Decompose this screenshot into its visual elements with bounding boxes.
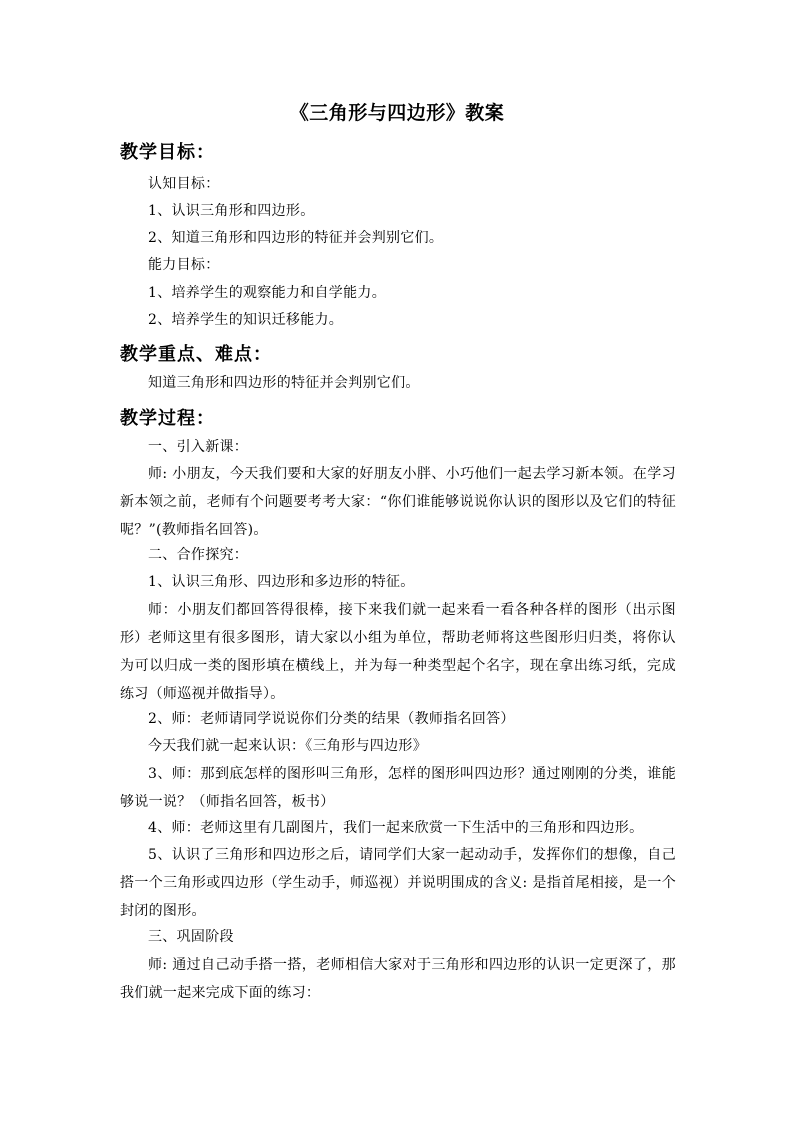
paragraph: 二、合作探究： <box>148 547 249 563</box>
paragraph: 1、培养学生的观察能力和自学能力。 <box>148 285 387 301</box>
paragraph: 一、引入新课： <box>148 439 249 455</box>
paragraph: 老师这里有很多图形，请大家以小组为单位，帮助老师将这些图形归归类，将你认为可以归成一类的图形填在横线上，并为每一种类型起个名字，现在拿出练习纸，完成练习（师巡视并做指导）。 <box>120 630 676 702</box>
paragraph: 师：小朋友们都回答得很棒，接下来我们就一起来看一看各种各样的图形（出示图形） <box>120 602 676 646</box>
paragraph: 今天我们就一起来认识：《三角形与四边形》 <box>148 738 427 754</box>
paragraph: 4、师：老师这里有几副图片，我们一起来欣赏一下生活中的三角形和四边形。 <box>148 820 644 836</box>
paragraph: 1、认识三角形、四边形和多边形的特征。 <box>148 574 415 590</box>
paragraph: 知道三角形和四边形的特征并会判别它们。 <box>148 375 420 391</box>
paragraph: 2、师：老师请同学说说你们分类的结果（教师指名回答） <box>148 711 515 727</box>
paragraph: 3、师：那到底怎样的图形叫三角形，怎样的图形叫四边形？通过刚刚的分类，谁能够说一说？（师指名回答，板书） <box>120 766 676 810</box>
section-heading-key-points: 教学重点、难点： <box>120 344 272 365</box>
section-heading-objectives: 教学目标： <box>120 142 215 163</box>
paragraph: 能力目标： <box>148 257 220 273</box>
paragraph: 2、知道三角形和四边形的特征并会判别它们。 <box>148 230 444 246</box>
paragraph: 2、培养学生的知识迁移能力。 <box>148 312 344 328</box>
paragraph: 认知目标： <box>148 176 220 192</box>
paragraph: 师: 小朋友，今天我们要和大家的好朋友小胖、小巧他们一起去学习新本领。在学习新本领之前，老师有个问题要考考大家：“你们谁能够说说你认识的图形以及它们的特征呢？”(教师指名回答)。 <box>120 466 676 538</box>
paragraph: 1、认识三角形和四边形。 <box>148 203 315 219</box>
paragraph: 5、认识了三角形和四边形之后，请同学们大家一起动动手，发挥你们的想像，自己搭一个三角形或四边形（学生动手，师巡视）并说明围成的含义: 是指首尾相接，是一个封闭的图形。 <box>120 847 676 919</box>
section-heading-process: 教学过程： <box>120 408 215 429</box>
paragraph: 师: 通过自己动手搭一搭，老师相信大家对于三角形和四边形的认识一定更深了，那我们就一起来完成下面的练习： <box>120 957 676 1001</box>
paragraph: 三、巩固阶段 <box>148 929 234 945</box>
document-title: 《三角形与四边形》教案 <box>289 102 505 124</box>
